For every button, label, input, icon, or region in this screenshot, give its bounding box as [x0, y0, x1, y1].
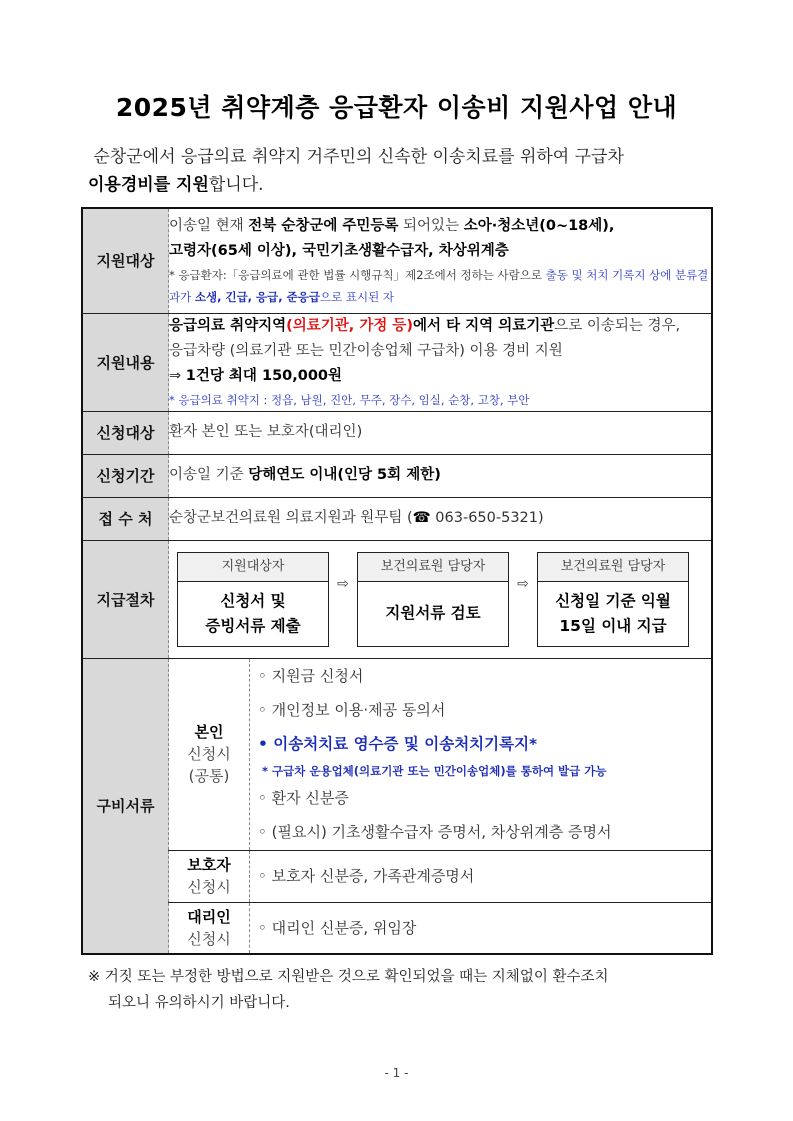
sublabel-guardian	[169, 850, 250, 902]
content-target	[169, 208, 713, 313]
intro-tail: 합니다.	[208, 175, 264, 195]
label-office: 접 수 처	[82, 497, 169, 540]
row-procedure	[82, 540, 712, 658]
content-period	[169, 454, 713, 497]
note-text: * 응급환자:「응급의료에 관한 법률 시행규칙」제2조에서 정하는 사람으로	[169, 267, 546, 282]
arrow-right-icon: ⇨	[517, 576, 529, 592]
step-text: 15일 이내 지급	[559, 616, 667, 635]
content-content	[169, 313, 713, 411]
text: 이송일 기준	[169, 467, 249, 483]
intro-bold: 이용경비를 지원	[88, 175, 209, 195]
label-period: 신청기간	[82, 454, 169, 497]
note-blue: 출동 및 처치 기록지 상에 분류결과가	[169, 267, 709, 304]
group-title: 대리인	[187, 907, 231, 926]
step-header: 보건의료원 담당자	[538, 553, 688, 582]
warning-note	[88, 964, 718, 1016]
group-title: 본인	[194, 723, 224, 741]
arrow-icon: ⇒	[169, 367, 186, 384]
row-documents-guardian	[82, 850, 712, 902]
label-applicant: 신청대상	[82, 411, 169, 454]
list-item: ◦ (필요시) 기초생활수급자 증명서, 차상위계층 증명서	[258, 823, 612, 841]
step-header: 보건의료원 담당자	[358, 553, 508, 582]
documents-self-list	[250, 658, 713, 850]
step-body	[358, 582, 508, 646]
label-procedure: 지급절차	[82, 540, 169, 658]
text: 이송일 현재	[169, 217, 249, 234]
content-note: * 응급의료 취약지 : 정읍, 남원, 진안, 무주, 장수, 임실, 순창, 고창, 부안	[169, 392, 530, 407]
page-title: 2025년 취약계층 응급환자 이송비 지원사업 안내	[115, 93, 678, 122]
step-box	[177, 552, 329, 647]
row-target	[82, 208, 712, 313]
row-office	[82, 497, 712, 540]
text: 되어있는	[398, 217, 464, 234]
content-applicant: 환자 본인 또는 보호자(대리인)	[169, 411, 713, 454]
text-bold: 당해연도 이내(인당 5회 제한)	[248, 467, 441, 483]
list-item: ◦ 대리인 신분증, 위임장	[258, 918, 417, 937]
list-item: ◦ 개인정보 이용·제공 동의서	[258, 701, 446, 719]
label-documents: 구비서류	[82, 658, 169, 954]
row-documents-agent	[82, 902, 712, 954]
documents-agent-list	[250, 902, 713, 954]
list-item-highlight: • 이송처치료 영수증 및 이송처치기록지*	[258, 735, 538, 753]
step-text: 신청일 기준 익월	[555, 591, 671, 610]
step-box	[357, 552, 509, 647]
group-sub: 신청시	[187, 745, 231, 763]
step-text: 지원서류 검토	[385, 604, 481, 622]
step-text: 증빙서류 제출	[205, 616, 301, 635]
text: 순창군보건의료원 의료지원과 원무팀 (	[169, 510, 413, 526]
text-red: (의료기관, 가정 등)	[286, 317, 414, 334]
content-procedure	[169, 540, 713, 658]
step-body	[178, 582, 328, 646]
text-bold: 응급의료 취약지역	[169, 317, 287, 334]
page-number: - 1 -	[384, 1066, 409, 1080]
phone-icon: ☎	[412, 510, 431, 526]
text-bold: 전북 순창군에 주민등록	[248, 217, 399, 234]
max-amount: 1건당 최대 150,000원	[185, 367, 343, 384]
text: 응급차량 (의료기관 또는 민간이송업체 구급차) 이용 경비 지원	[169, 342, 563, 359]
procedure-flow	[169, 546, 711, 653]
text-bold: 고령자(65세 이상), 국민기초생활수급자, 차상위계층	[169, 242, 509, 259]
step-body	[538, 582, 688, 646]
sublabel-agent	[169, 902, 250, 954]
list-item-note: * 구급차 운용업체(의료기관 또는 민간이송업체)를 통하여 발급 가능	[262, 764, 607, 778]
text-bold: 에서 타 지역 의료기관	[413, 317, 555, 334]
group-sub: 신청시	[187, 878, 231, 896]
list-item: ◦ 환자 신분증	[258, 789, 349, 807]
intro-line1: 순창군에서 응급의료 취약지 거주민의 신속한 이송치료를 위하여 구급차	[93, 147, 624, 167]
phone-number: 063-650-5321)	[430, 510, 544, 526]
row-documents-self	[82, 658, 712, 850]
target-note	[169, 264, 711, 308]
step-header: 지원대상자	[178, 553, 328, 582]
group-sub: (공통)	[188, 767, 230, 785]
text-bold: 소아·청소년(0~18세),	[463, 217, 615, 234]
intro-paragraph	[88, 143, 713, 199]
row-period	[82, 454, 712, 497]
info-table	[81, 207, 713, 955]
text: 으로 이송되는 경우,	[554, 317, 681, 334]
group-title: 보호자	[187, 856, 231, 874]
warning-line: ※ 거짓 또는 부정한 방법으로 지원받은 것으로 확인되었을 때는 지체없이 환수조치	[88, 969, 609, 985]
note-blue: 으로 표시된 자	[319, 289, 394, 304]
step-text: 신청서 및	[220, 591, 286, 610]
label-target: 지원대상	[82, 208, 169, 313]
row-content	[82, 313, 712, 411]
row-applicant	[82, 411, 712, 454]
sublabel-self	[169, 658, 250, 850]
step-box	[537, 552, 689, 647]
group-sub: 신청시	[187, 929, 231, 948]
documents-guardian-list	[250, 850, 713, 902]
warning-line: 되오니 유의하시기 바랍니다.	[108, 995, 290, 1011]
note-blue-bold: 소생, 긴급, 응급, 준응급	[194, 289, 320, 304]
label-content: 지원내용	[82, 313, 169, 411]
list-item: ◦ 지원금 신청서	[258, 667, 364, 685]
arrow-right-icon: ⇨	[337, 576, 349, 592]
list-item: ◦ 보호자 신분증, 가족관계증명서	[258, 867, 475, 885]
content-office	[169, 497, 713, 540]
